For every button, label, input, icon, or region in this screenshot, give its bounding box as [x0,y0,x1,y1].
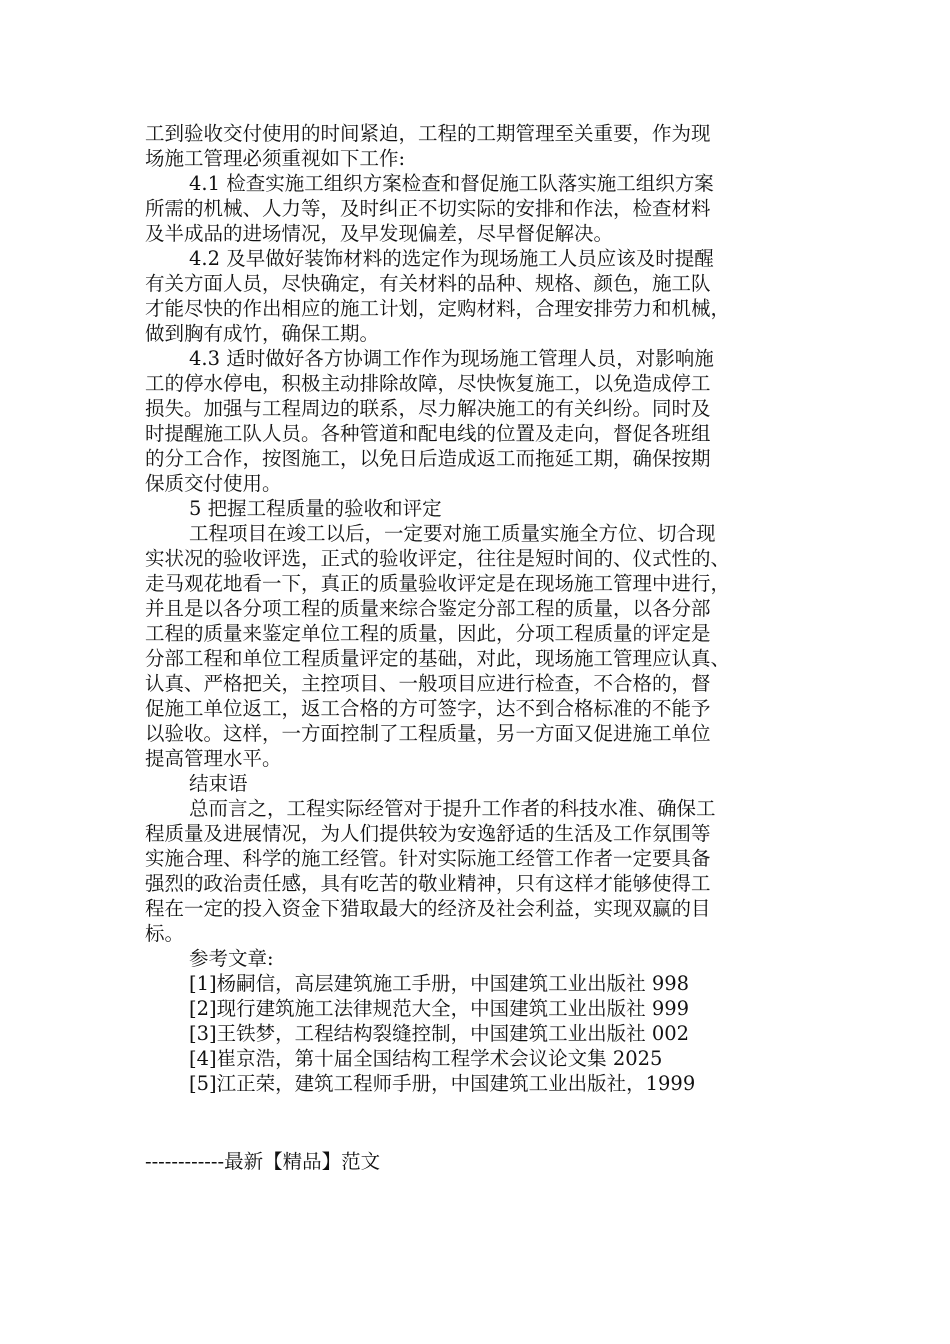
paragraph-line: 工到验收交付使用的时间紧迫，工程的工期管理至关重要，作为现 [145,122,711,145]
paragraph-line: 程在一定的投入资金下猎取最大的经济及社会利益，实现双赢的目 [145,897,711,920]
paragraph-first-line: 4.1 检查实施工组织方案检查和督促施工队落实施工组织方案 [189,172,714,195]
paragraph-line: 分部工程和单位工程质量评定的基础，对此，现场施工管理应认真、 [145,647,731,670]
paragraph-line: 保质交付使用。 [145,472,282,495]
paragraph-line: 工程的质量来鉴定单位工程的质量，因此，分项工程质量的评定是 [145,622,711,645]
paragraph-line: 走马观花地看一下，真正的质量验收评定是在现场施工管理中进行， [145,572,731,595]
paragraph-first-line: [5]江正荣，建筑工程师手册，中国建筑工业出版社，1999 [189,1072,696,1095]
paragraph-line: 损失。加强与工程周边的联系，尽力解决施工的有关纠纷。同时及 [145,397,711,420]
paragraph-line: 认真、严格把关，主控项目、一般项目应进行检查，不合格的，督 [145,672,711,695]
paragraph-first-line: 总而言之，工程实际经管对于提升工作者的科技水准、确保工 [189,797,716,820]
paragraph-line: 标。 [145,922,185,945]
paragraph-line: 实状况的验收评选，正式的验收评定，往往是短时间的、仪式性的、 [145,547,731,570]
paragraph-first-line: 4.2 及早做好装饰材料的选定作为现场施工人员应该及时提醒 [189,247,714,270]
paragraph-line: 实施合理、科学的施工经管。针对实际施工经管工作者一定要具备 [145,847,711,870]
paragraph-first-line: [2]现行建筑施工法律规范大全，中国建筑工业出版社 999 [189,997,690,1020]
paragraph-line: 强烈的政治责任感，具有吃苦的敬业精神，只有这样才能够使得工 [145,872,711,895]
paragraph-first-line: [4]崔京浩，第十届全国结构工程学术会议论文集 2025 [189,1047,663,1070]
paragraph-line: 并且是以各分项工程的质量来综合鉴定分部工程的质量，以各分部 [145,597,711,620]
paragraph-line: 才能尽快的作出相应的施工计划，定购材料，合理安排劳力和机械， [145,297,731,320]
document-body [145,121,810,1096]
paragraph-line: 场施工管理必须重视如下工作: [145,147,406,170]
paragraph-line: 的分工合作，按图施工，以免日后造成返工而拖延工期，确保按期 [145,447,711,470]
paragraph-line: 所需的机械、人力等，及时纠正不切实际的安排和作法，检查材料 [145,197,711,220]
paragraph-line: 程质量及进展情况，为人们提供较为安逸舒适的生活及工作氛围等 [145,822,711,845]
paragraph-first-line: 4.3 适时做好各方协调工作作为现场施工管理人员，对影响施 [189,347,714,370]
paragraph-line: 工的停水停电，积极主动排除故障，尽快恢复施工，以免造成停工 [145,372,711,395]
paragraph-first-line: 5 把握工程质量的验收和评定 [189,497,442,520]
paragraph-first-line: 工程项目在竣工以后，一定要对施工质量实施全方位、切合现 [189,522,716,545]
page-footer: ------------最新【精品】范文 [145,1150,381,1173]
paragraph-line: 做到胸有成竹，确保工期。 [145,322,380,345]
paragraph-first-line: 参考文章: [189,947,274,970]
paragraph-line: 促施工单位返工，返工合格的方可签字，达不到合格标准的不能予 [145,697,711,720]
paragraph-first-line: 结束语 [189,772,248,795]
paragraph-line: 以验收。这样，一方面控制了工程质量，另一方面又促进施工单位 [145,722,711,745]
paragraph-first-line: [3]王铁梦，工程结构裂缝控制，中国建筑工业出版社 002 [189,1022,690,1045]
paragraph-line: 时提醒施工队人员。各种管道和配电线的位置及走向，督促各班组 [145,422,711,445]
paragraph-line: 有关方面人员，尽快确定，有关材料的品种、规格、颜色，施工队 [145,272,711,295]
paragraph-first-line: [1]杨嗣信，高层建筑施工手册，中国建筑工业出版社 998 [189,972,690,995]
paragraph-line: 提高管理水平。 [145,747,282,770]
paragraph-line: 及半成品的进场情况，及早发现偏差，尽早督促解决。 [145,222,614,245]
